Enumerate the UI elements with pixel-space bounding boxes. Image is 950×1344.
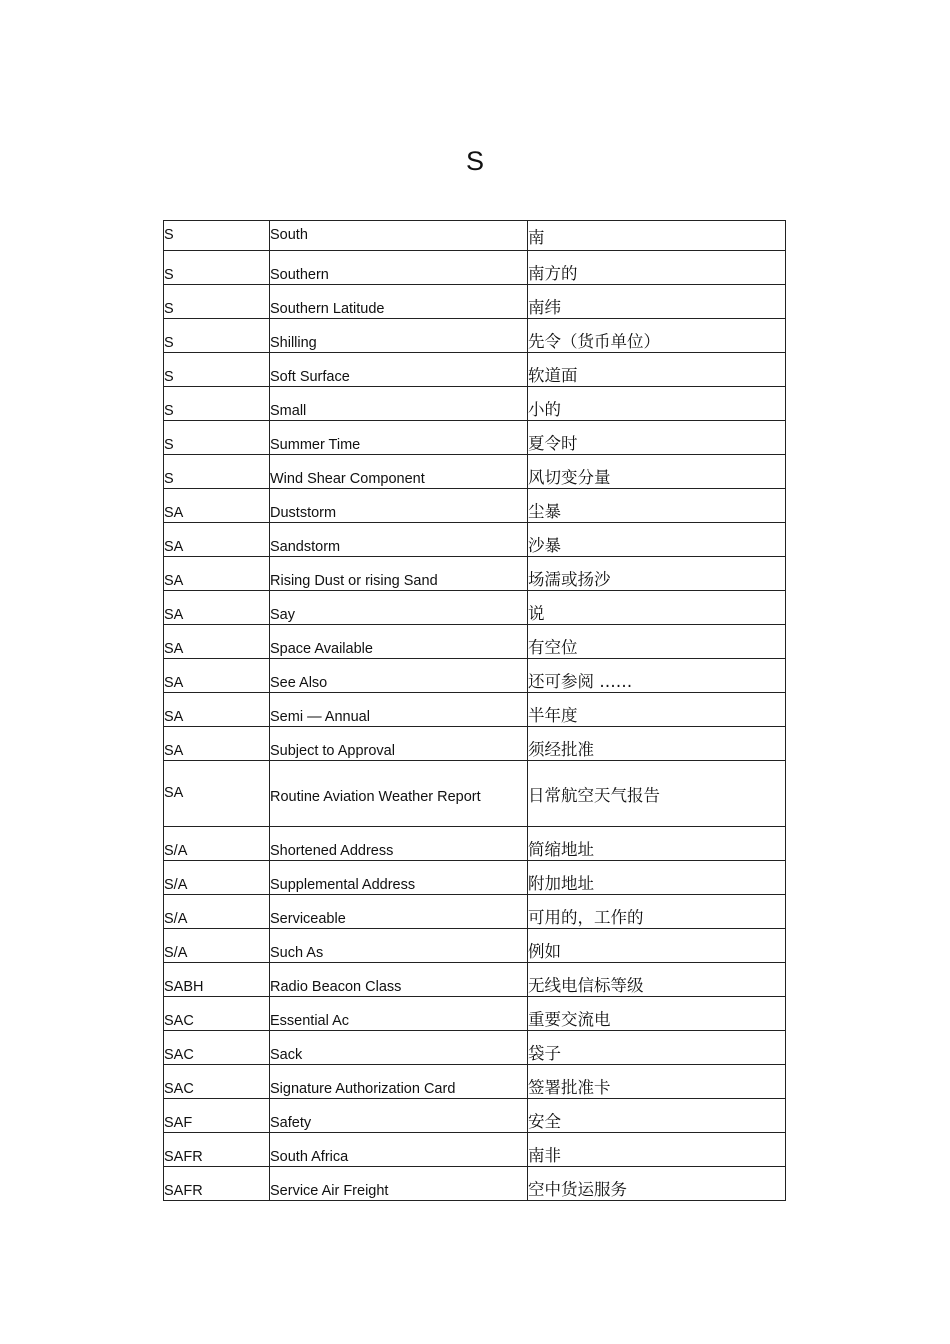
abbreviation-table [163, 220, 786, 1201]
term-cell [270, 625, 528, 659]
term-text: Service Air Freight [270, 1183, 389, 1199]
translation-text: 空中货运服务 [528, 1180, 627, 1199]
translation-text: 签署批准卡 [528, 1078, 611, 1097]
translation-text: 小的 [528, 400, 561, 419]
translation-cell [528, 761, 786, 827]
abbreviation-cell [164, 251, 270, 285]
term-text: Soft Surface [270, 369, 350, 385]
translation-cell [528, 353, 786, 387]
term-cell [270, 523, 528, 557]
abbreviation-cell [164, 929, 270, 963]
table-row [164, 761, 786, 827]
term-cell [270, 761, 528, 827]
term-cell [270, 1031, 528, 1065]
abbreviation-text: S [164, 335, 174, 351]
table-row [164, 827, 786, 861]
translation-cell [528, 827, 786, 861]
translation-text: 沙暴 [528, 536, 561, 555]
translation-text: 袋子 [528, 1044, 561, 1063]
term-cell [270, 727, 528, 761]
translation-cell [528, 727, 786, 761]
translation-cell [528, 319, 786, 353]
abbreviation-cell [164, 455, 270, 489]
abbreviation-cell [164, 523, 270, 557]
abbreviation-cell [164, 489, 270, 523]
term-cell [270, 693, 528, 727]
term-cell [270, 251, 528, 285]
translation-text: 须经批准 [528, 740, 594, 759]
term-cell [270, 929, 528, 963]
translation-text: 重要交流电 [528, 1010, 611, 1029]
abbreviation-text: S [164, 437, 174, 453]
term-text: Sack [270, 1047, 303, 1063]
term-cell [270, 387, 528, 421]
abbreviation-cell [164, 997, 270, 1031]
abbreviation-text: SABH [164, 979, 204, 995]
abbreviation-cell [164, 221, 270, 251]
abbreviation-cell [164, 319, 270, 353]
table-row [164, 929, 786, 963]
abbreviation-cell [164, 963, 270, 997]
term-cell [270, 1099, 528, 1133]
translation-cell [528, 591, 786, 625]
term-text: Radio Beacon Class [270, 979, 402, 995]
table-row [164, 1031, 786, 1065]
term-cell [270, 591, 528, 625]
translation-text: 简缩地址 [528, 840, 594, 859]
table-row [164, 895, 786, 929]
abbreviation-cell [164, 1099, 270, 1133]
section-heading: S [465, 146, 484, 176]
translation-cell [528, 659, 786, 693]
abbreviation-cell [164, 1065, 270, 1099]
term-cell [270, 895, 528, 929]
table-row [164, 1099, 786, 1133]
abbreviation-cell [164, 693, 270, 727]
table-row [164, 523, 786, 557]
abbreviation-text: SA [164, 785, 184, 801]
abbreviation-text: S [164, 369, 174, 385]
table-row [164, 319, 786, 353]
table-row [164, 659, 786, 693]
table-row [164, 693, 786, 727]
translation-cell [528, 489, 786, 523]
term-text: Shilling [270, 335, 317, 351]
abbreviation-text: S [164, 471, 174, 487]
abbreviation-text: SAF [164, 1115, 193, 1131]
abbreviation-text: SAFR [164, 1183, 203, 1199]
abbreviation-text: SA [164, 607, 184, 623]
translation-cell [528, 387, 786, 421]
translation-text: 南 [528, 227, 545, 247]
table-row [164, 421, 786, 455]
term-text: South [270, 227, 308, 243]
translation-cell [528, 1099, 786, 1133]
abbreviation-text: S [164, 227, 174, 243]
table-row [164, 963, 786, 997]
term-text: Summer Time [270, 437, 361, 453]
term-text: Space Available [270, 641, 373, 657]
abbreviation-cell [164, 557, 270, 591]
term-text: Subject to Approval [270, 743, 395, 759]
translation-cell [528, 421, 786, 455]
abbreviation-cell [164, 353, 270, 387]
term-cell [270, 455, 528, 489]
table-row [164, 997, 786, 1031]
abbreviation-text: S [164, 301, 174, 317]
term-text: Southern Latitude [270, 301, 385, 317]
abbreviation-text: SA [164, 505, 184, 521]
table-row [164, 591, 786, 625]
translation-text: 安全 [528, 1112, 561, 1131]
abbreviation-text: SA [164, 539, 184, 555]
term-text: Safety [270, 1115, 312, 1131]
term-text: Say [270, 607, 295, 623]
term-text: Signature Authorization Card [270, 1081, 456, 1097]
term-cell [270, 285, 528, 319]
translation-text: 还可参阅 …… [528, 672, 633, 691]
translation-text: 日常航空天气报告 [528, 785, 660, 805]
term-cell [270, 1167, 528, 1201]
translation-text: 说 [528, 604, 545, 623]
translation-cell [528, 1065, 786, 1099]
translation-text: 先令（货币单位） [528, 332, 660, 351]
translation-text: 可用的，工作的 [528, 908, 644, 927]
abbreviation-cell [164, 1167, 270, 1201]
abbreviation-text: SAFR [164, 1149, 203, 1165]
term-cell [270, 861, 528, 895]
abbreviation-text: SA [164, 709, 184, 725]
term-cell [270, 1133, 528, 1167]
abbreviation-cell [164, 421, 270, 455]
abbreviation-text: SA [164, 675, 184, 691]
abbreviation-cell [164, 727, 270, 761]
translation-text: 南纬 [528, 298, 561, 317]
abbreviation-text: SAC [164, 1047, 194, 1063]
term-text: Rising Dust or rising Sand [270, 573, 438, 589]
abbreviation-text: S [164, 403, 174, 419]
term-text: See Also [270, 675, 328, 691]
translation-cell [528, 861, 786, 895]
abbreviation-cell [164, 1133, 270, 1167]
translation-text: 半年度 [528, 706, 578, 725]
table-row [164, 1065, 786, 1099]
term-text: Wind Shear Component [270, 471, 425, 487]
term-text: Shortened Address [270, 843, 394, 859]
term-text: Small [270, 403, 307, 419]
table-row [164, 557, 786, 591]
term-text: Sandstorm [270, 539, 341, 555]
translation-text: 无线电信标等级 [528, 976, 644, 995]
abbreviation-cell [164, 827, 270, 861]
table-row [164, 285, 786, 319]
translation-cell [528, 455, 786, 489]
table-row [164, 625, 786, 659]
translation-text: 例如 [528, 942, 561, 961]
table-row [164, 1167, 786, 1201]
abbreviation-cell [164, 861, 270, 895]
abbreviation-cell [164, 895, 270, 929]
term-cell [270, 963, 528, 997]
translation-cell [528, 693, 786, 727]
term-text: Southern [270, 267, 329, 283]
abbreviation-text: S/A [164, 877, 188, 893]
translation-cell [528, 929, 786, 963]
abbreviation-text: S [164, 267, 174, 283]
abbreviation-text: SAC [164, 1013, 194, 1029]
term-cell [270, 489, 528, 523]
translation-cell [528, 1031, 786, 1065]
abbreviation-cell [164, 591, 270, 625]
abbreviation-text: SAC [164, 1081, 194, 1097]
term-cell [270, 1065, 528, 1099]
translation-text: 风切变分量 [528, 468, 611, 487]
translation-cell [528, 523, 786, 557]
translation-text: 尘暴 [528, 502, 561, 521]
abbreviation-text: SA [164, 573, 184, 589]
table-row [164, 251, 786, 285]
table-row [164, 1133, 786, 1167]
term-cell [270, 557, 528, 591]
translation-text: 有空位 [528, 638, 578, 657]
term-text: Duststorm [270, 505, 337, 521]
translation-cell [528, 895, 786, 929]
table-row [164, 353, 786, 387]
term-cell [270, 319, 528, 353]
abbreviation-cell [164, 387, 270, 421]
abbreviation-text: SA [164, 641, 184, 657]
term-cell [270, 997, 528, 1031]
translation-cell [528, 251, 786, 285]
translation-cell [528, 221, 786, 251]
term-text: Routine Aviation Weather Report [270, 789, 481, 805]
term-cell [270, 827, 528, 861]
table-row [164, 861, 786, 895]
table-row [164, 455, 786, 489]
term-cell [270, 221, 528, 251]
abbreviation-text: SA [164, 743, 184, 759]
translation-text: 场濡或扬沙 [528, 570, 611, 589]
abbreviation-cell [164, 659, 270, 693]
term-text: South Africa [270, 1149, 349, 1165]
term-cell [270, 353, 528, 387]
translation-text: 附加地址 [528, 874, 594, 893]
abbreviation-cell [164, 625, 270, 659]
term-text: Essential Ac [270, 1013, 349, 1029]
term-cell [270, 421, 528, 455]
translation-cell [528, 997, 786, 1031]
term-text: Serviceable [270, 911, 346, 927]
table-row [164, 387, 786, 421]
translation-cell [528, 285, 786, 319]
abbreviation-text: S/A [164, 945, 188, 961]
translation-text: 软道面 [528, 366, 578, 385]
translation-cell [528, 963, 786, 997]
translation-cell [528, 625, 786, 659]
translation-text: 夏令时 [528, 434, 578, 453]
abbreviation-text: S/A [164, 911, 188, 927]
abbreviation-cell [164, 1031, 270, 1065]
term-cell [270, 659, 528, 693]
table-row [164, 727, 786, 761]
translation-cell [528, 557, 786, 591]
translation-cell [528, 1133, 786, 1167]
term-text: Supplemental Address [270, 877, 416, 893]
abbreviation-text: S/A [164, 843, 188, 859]
abbreviation-cell [164, 285, 270, 319]
translation-cell [528, 1167, 786, 1201]
abbreviation-cell [164, 761, 270, 827]
table-row [164, 489, 786, 523]
translation-text: 南非 [528, 1146, 561, 1165]
term-text: Such As [270, 945, 324, 961]
translation-text: 南方的 [528, 264, 578, 283]
table-row [164, 221, 786, 251]
term-text: Semi — Annual [270, 709, 370, 725]
